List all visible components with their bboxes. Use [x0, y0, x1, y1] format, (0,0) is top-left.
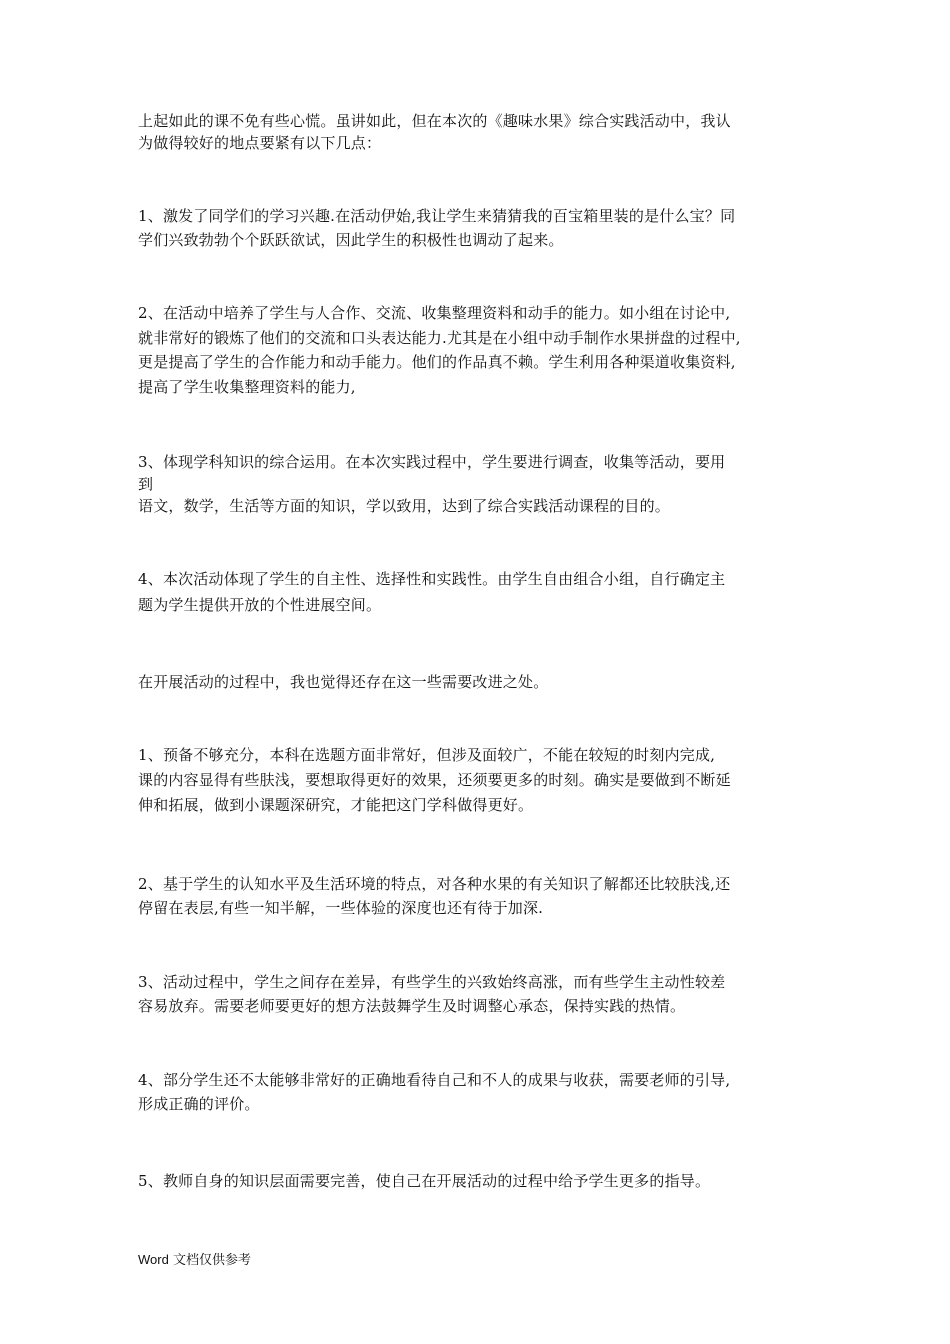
- strength-3-line-1: 3、体现学科知识的综合运用。在本次实践过程中，学生要进行调查，收集等活动，要用: [138, 453, 726, 471]
- transition-line: 在开展活动的过程中，我也觉得还存在这一些需要改进之处。: [138, 673, 549, 691]
- footer-word: Word: [138, 1252, 169, 1267]
- strength-4-line-1: 4、本次活动体现了学生的自主性、选择性和实践性。由学生自由组合小组，自行确定主: [138, 570, 726, 588]
- intro-line-2: 为做得较好的地点要紧有以下几点：: [138, 134, 382, 152]
- improvement-2-line-2: 停留在表层,有些一知半解，一些体验的深度也还有待于加深.: [138, 899, 544, 917]
- strength-3-line-3: 语文，数学，生活等方面的知识，学以致用，达到了综合实践活动课程的目的。: [138, 497, 671, 515]
- strength-1-line-2: 学们兴致勃勃个个跃跃欲试，因此学生的积极性也调动了起来。: [138, 231, 564, 249]
- strength-2-line-1: 2、在活动中培养了学生与人合作、交流、收集整理资料和动手的能力。如小组在讨论中,: [138, 304, 731, 322]
- strength-4-line-2: 题为学生提供开放的个性进展空间。: [138, 596, 382, 614]
- footer-note: 文档仅供参考: [168, 1253, 251, 1268]
- strength-2-line-4: 提高了学生收集整理资料的能力,: [138, 378, 356, 396]
- improvement-1-line-1: 1、预备不够充分，本科在选题方面非常好，但涉及面较广，不能在较短的时刻内完成,: [138, 746, 716, 764]
- improvement-3-line-1: 3、活动过程中，学生之间存在差异，有些学生的兴致始终高涨，而有些学生主动性较差: [138, 973, 726, 991]
- strength-3-line-2: 到: [138, 475, 154, 493]
- improvement-4-line-1: 4、部分学生还不太能够非常好的正确地看待自己和不人的成果与收获，需要老师的引导,: [138, 1071, 731, 1089]
- strength-2-line-3: 更是提高了学生的合作能力和动手能力。他们的作品真不赖。学生利用各种渠道收集资料,: [138, 353, 736, 371]
- improvement-5-line-1: 5、教师自身的知识层面需要完善，使自己在开展活动的过程中给予学生更多的指导。: [138, 1172, 711, 1190]
- improvement-1-line-3: 伸和拓展，做到小课题深研究，才能把这门学科做得更好。: [138, 796, 534, 814]
- strength-1-line-1: 1、激发了同学们的学习兴趣.在活动伊始,我让学生来猜猜我的百宝箱里装的是什么宝？同: [138, 207, 736, 225]
- page-footer: [138, 1251, 251, 1270]
- improvement-3-line-2: 容易放弃。需要老师要更好的想方法鼓舞学生及时调整心承态，保持实践的热情。: [138, 997, 686, 1015]
- intro-line-1: 上起如此的课不免有些心慌。虽讲如此，但在本次的《趣味水果》综合实践活动中，我认: [138, 112, 731, 130]
- improvement-2-line-1: 2、基于学生的认知水平及生活环境的特点，对各种水果的有关知识了解都还比较肤浅,还: [138, 875, 731, 893]
- improvement-1-line-2: 课的内容显得有些肤浅，要想取得更好的效果，还须要更多的时刻。确实是要做到不断延: [138, 771, 731, 789]
- improvement-4-line-2: 形成正确的评价。: [138, 1095, 260, 1113]
- strength-2-line-2: 就非常好的锻炼了他们的交流和口头表达能力.尤其是在小组中动手制作水果拼盘的过程中,: [138, 329, 741, 347]
